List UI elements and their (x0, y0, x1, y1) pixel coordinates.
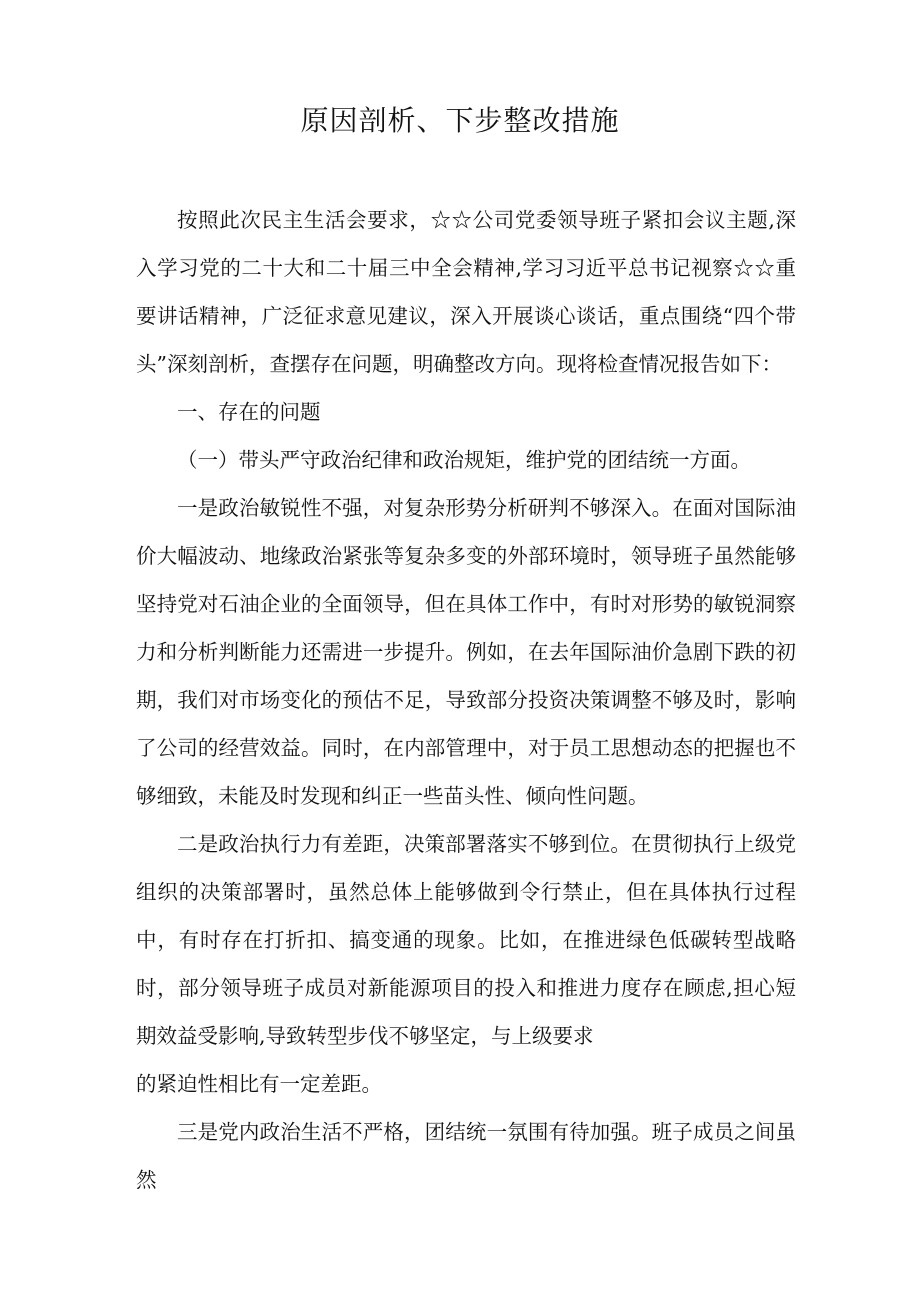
point-execution-gap: 二是政治执行力有差距，决策部署落实不够到位。在贯彻执行上级党组织的决策部署时，虽然总体上能够做到令行禁止，但在具体执行过程中，有时存在打折扣、搞变通的现象。比如，在推进绿色低碳转型战略时，部分领导班子成员对新能源项目的投入和推进力度存在顾虑,担心短期效益受影响,导致转型步伐不够坚定，与上级要求 (136, 832, 796, 1048)
intro-paragraph: 按照此次民主生活会要求，☆☆公司党委领导班子紧扣会议主题,深入学习党的二十大和二十届三中全会精神,学习习近平总书记视察☆☆重要讲话精神，广泛征求意见建议，深入开展谈心谈话，重点围绕“四个带头”深刻剖析，查摆存在问题，明确整改方向。现将检查情况报告如下： (136, 208, 796, 376)
section-heading-problems: 一、存在的问题 (177, 400, 321, 424)
point-execution-gap-continued: 的紧迫性相比有一定差距。 (136, 1072, 382, 1096)
document-body (136, 196, 796, 1204)
subsection-heading-political-discipline: （一）带头严守政治纪律和政治规矩，维护党的团结统一方面。 (177, 448, 751, 472)
point-party-life: 三是党内政治生活不严格，团结统一氛围有待加强。班子成员之间虽然 (136, 1120, 796, 1192)
document-title: 原因剖析、下步整改措施 (300, 104, 620, 137)
point-political-sensitivity: 一是政治敏锐性不强，对复杂形势分析研判不够深入。在面对国际油价大幅波动、地缘政治紧张等复杂多变的外部环境时，领导班子虽然能够坚持党对石油企业的全面领导，但在具体工作中，有时对形势的敏锐洞察力和分析判断能力还需进一步提升。例如，在去年国际油价急剧下跌的初期，我们对市场变化的预估不足，导致部分投资决策调整不够及时，影响了公司的经营效益。同时，在内部管理中，对于员工思想动态的把握也不够细致，未能及时发现和纠正一些苗头性、倾向性问题。 (136, 496, 796, 808)
